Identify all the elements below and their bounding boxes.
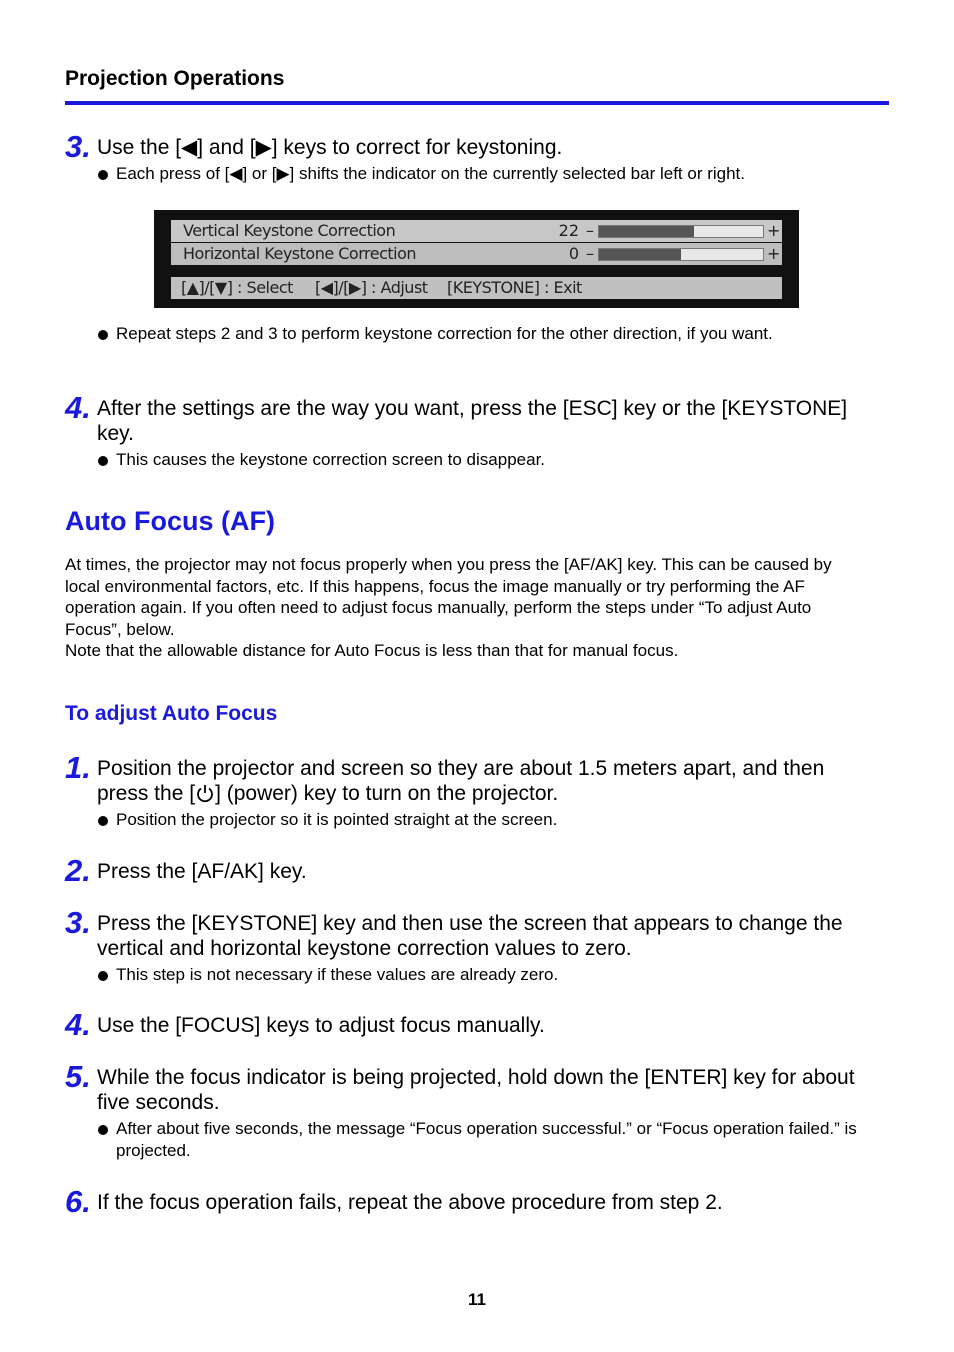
horizontal-keystone-label: Horizontal Keystone Correction xyxy=(183,244,417,263)
osd-key-guide xyxy=(171,277,782,299)
step-number: 1. xyxy=(65,750,91,785)
vertical-keystone-fill xyxy=(599,226,694,237)
minus-sign: – xyxy=(586,221,594,240)
step-number: 2. xyxy=(65,853,91,888)
keystone-correction-screen xyxy=(154,210,799,308)
intro-paragraph: At times, the projector may not focus properly when you press the [AF/AK] key. This can be caused by local environmental factors, etc. If this happens, focus the image manually or try performing the AF operation again. If you often need to adjust focus manually, perform the steps under “To adjust Auto Focus”, below. xyxy=(65,555,832,639)
step-number: 3. xyxy=(65,905,91,940)
af-step-4 xyxy=(65,1007,865,1042)
select-hint: [▲]/[▼] : Select xyxy=(181,278,293,297)
step-number: 6. xyxy=(65,1184,91,1219)
step-bullet: Each press of [◀] or [▶] shifts the indicator on the currently selected bar left or right. xyxy=(97,163,865,185)
header-divider xyxy=(65,101,889,105)
step-text xyxy=(97,756,865,806)
step-text-part: ] (power) key to turn on the projector. xyxy=(215,782,559,805)
vertical-keystone-value: 22 xyxy=(558,221,579,240)
power-icon xyxy=(195,783,215,803)
plus-sign: + xyxy=(767,244,781,263)
horizontal-keystone-row xyxy=(171,243,782,265)
step-number: 4. xyxy=(65,390,91,425)
step-number: 5. xyxy=(65,1059,91,1094)
step-text: After the settings are the way you want, press the [ESC] key or the [KEYSTONE] key. xyxy=(97,397,848,445)
step-bullet: This step is not necessary if these values are already zero. xyxy=(97,964,865,986)
step-text: Use the [FOCUS] keys to adjust focus manually. xyxy=(97,1014,545,1037)
af-step-6 xyxy=(65,1184,865,1219)
plus-sign: + xyxy=(767,221,781,240)
subsection-title: To adjust Auto Focus xyxy=(65,702,278,725)
af-step-2 xyxy=(65,853,865,888)
keystone-step-3 xyxy=(65,129,865,185)
step-number: 3. xyxy=(65,129,91,164)
section-title: Auto Focus (AF) xyxy=(65,506,275,536)
step-bullet: This causes the keystone correction screen to disappear. xyxy=(97,449,865,471)
af-step-1 xyxy=(65,750,865,831)
keystone-step-3-note xyxy=(65,323,865,345)
step-bullet: After about five seconds, the message “Focus operation successful.” or “Focus operation failed.” is projected. xyxy=(97,1118,865,1162)
horizontal-keystone-value: 0 xyxy=(568,244,579,263)
vertical-keystone-row xyxy=(171,220,782,242)
keystone-step-4 xyxy=(65,390,865,471)
section-header: Projection Operations xyxy=(65,67,285,90)
vertical-keystone-bar xyxy=(598,225,764,238)
step-text: While the focus indicator is being projected, hold down the [ENTER] key for about five seconds. xyxy=(97,1066,855,1114)
minus-sign: – xyxy=(586,244,594,263)
step-bullet: Repeat steps 2 and 3 to perform keystone correction for the other direction, if you want. xyxy=(97,323,865,345)
step-text-part: Position the projector and screen so they are about 1.5 meters apart, and then press the [ xyxy=(97,757,825,805)
note-paragraph: Note that the allowable distance for Auto Focus is less than that for manual focus. xyxy=(65,641,679,660)
page-number: 11 xyxy=(468,1290,486,1309)
af-step-5 xyxy=(65,1059,865,1162)
horizontal-keystone-fill xyxy=(599,249,681,260)
step-text: Press the [KEYSTONE] key and then use the screen that appears to change the vertical and horizontal keystone correction values to zero. xyxy=(97,912,843,960)
step-number: 4. xyxy=(65,1007,91,1042)
horizontal-keystone-bar xyxy=(598,248,764,261)
step-text: Press the [AF/AK] key. xyxy=(97,860,307,883)
adjust-hint: [◀]/[▶] : Adjust xyxy=(315,278,428,297)
vertical-keystone-label: Vertical Keystone Correction xyxy=(183,221,396,240)
step-text: If the focus operation fails, repeat the above procedure from step 2. xyxy=(97,1191,723,1214)
step-bullet: Position the projector so it is pointed straight at the screen. xyxy=(97,809,865,831)
exit-hint: [KEYSTONE] : Exit xyxy=(447,278,582,297)
step-text: Use the [◀] and [▶] keys to correct for keystoning. xyxy=(97,136,563,159)
af-step-3 xyxy=(65,905,865,986)
